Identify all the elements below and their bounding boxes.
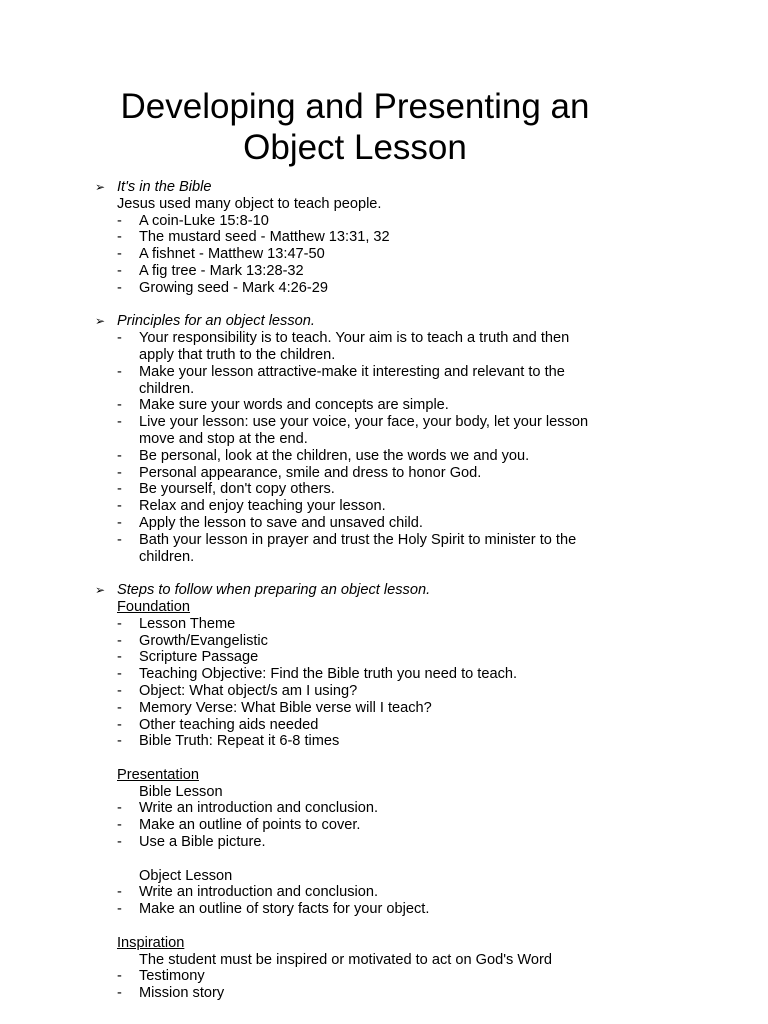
label-object-lesson: Object Lesson [139, 867, 233, 884]
dash-bullet: - [117, 498, 122, 515]
title-line-2: Object Lesson [243, 128, 467, 167]
dash-bullet: - [117, 447, 122, 464]
dash-bullet: - [117, 262, 122, 279]
subheading-inspiration: Inspiration [117, 934, 185, 951]
list-item-continuation: children. [139, 548, 195, 565]
list-item: - Memory Verse: What Bible verse will I teach? [117, 699, 432, 716]
list-item-continuation: apply that truth to the children. [139, 346, 336, 363]
list-item: - Write an introduction and conclusion. [117, 884, 379, 901]
dash-bullet: - [117, 397, 122, 414]
list-item: - Write an introduction and conclusion. [117, 800, 379, 817]
list-item: - Bible Truth: Repeat it 6-8 times [117, 733, 340, 750]
spacer [0, 750, 768, 767]
list-item: - Growing seed - Mark 4:26-29 [117, 279, 328, 296]
list-item-continuation: move and stop at the end. [139, 430, 308, 447]
spacer [0, 565, 768, 582]
dash-bullet: - [117, 716, 122, 733]
dash-bullet: - [117, 666, 122, 683]
spacer [0, 918, 768, 935]
list-item: - Personal appearance, smile and dress to honor God. [117, 464, 482, 481]
subheading-foundation: Foundation [117, 598, 191, 615]
section-heading-steps: ➢ Steps to follow when preparing an object lesson. [95, 582, 431, 599]
list-item: - Relax and enjoy teaching your lesson. [117, 498, 386, 515]
list-item: - Make an outline of story facts for your object. [117, 901, 430, 918]
list-item: - Make an outline of points to cover. [117, 817, 361, 834]
section-heading-principles: ➢ Principles for an object lesson. [95, 313, 315, 330]
dash-bullet: - [117, 632, 122, 649]
label-bible-lesson: Bible Lesson [139, 783, 223, 800]
list-item: - Be personal, look at the children, use the words we and you. [117, 447, 530, 464]
list-item: - Scripture Passage [117, 649, 259, 666]
list-item: - Object: What object/s am I using? [117, 682, 358, 699]
arrow-bullet-icon: ➢ [95, 180, 106, 194]
dash-bullet: - [117, 817, 122, 834]
bible-intro: Jesus used many object to teach people. [117, 195, 382, 212]
dash-bullet: - [117, 464, 122, 481]
dash-bullet: - [117, 649, 122, 666]
list-item: - Other teaching aids needed [117, 716, 319, 733]
dash-bullet: - [117, 514, 122, 531]
arrow-bullet-icon: ➢ [95, 314, 106, 329]
list-item: - Growth/Evangelistic [117, 632, 268, 649]
dash-bullet: - [117, 330, 122, 347]
dash-bullet: - [117, 229, 122, 246]
dash-bullet: - [117, 968, 122, 985]
list-item: - Make sure your words and concepts are simple. [117, 397, 449, 414]
list-item: - Be yourself, don't copy others. [117, 481, 335, 498]
list-item: - Use a Bible picture. [117, 834, 266, 851]
list-item: - A coin-Luke 15:8-10 [117, 212, 269, 229]
list-item: - Testimony [117, 968, 205, 985]
list-item: - A fishnet - Matthew 13:47-50 [117, 246, 325, 263]
list-item: - Your responsibility is to teach. Your aim is to teach a truth and then [117, 330, 570, 347]
dash-bullet: - [117, 985, 122, 1002]
list-item: - The mustard seed - Matthew 13:31, 32 [117, 229, 390, 246]
spacer [0, 851, 768, 868]
list-item: - Lesson Theme [117, 615, 236, 632]
dash-bullet: - [117, 414, 122, 431]
list-item: - Apply the lesson to save and unsaved child. [117, 514, 423, 531]
dash-bullet: - [117, 212, 122, 229]
dash-bullet: - [117, 682, 122, 699]
list-item: - Bath your lesson in prayer and trust the Holy Spirit to minister to the [117, 531, 577, 548]
dash-bullet: - [117, 246, 122, 263]
dash-bullet: - [117, 279, 122, 296]
list-item: - Teaching Objective: Find the Bible truth you need to teach. [117, 666, 518, 683]
spacer [0, 297, 768, 314]
list-item: - Make your lesson attractive-make it interesting and relevant to the [117, 363, 565, 380]
dash-bullet: - [117, 481, 122, 498]
dash-bullet: - [117, 699, 122, 716]
title-line-1: Developing and Presenting an [120, 87, 590, 126]
dash-bullet: - [117, 531, 122, 548]
dash-bullet: - [117, 615, 122, 632]
list-item: - Live your lesson: use your voice, your face, your body, let your lesson [117, 414, 589, 431]
dash-bullet: - [117, 834, 122, 851]
document-body [0, 179, 768, 1002]
subheading-presentation: Presentation [117, 766, 199, 783]
dash-bullet: - [117, 901, 122, 918]
arrow-bullet-icon: ➢ [95, 583, 106, 598]
inspiration-intro: The student must be inspired or motivated to act on God's Word [139, 951, 552, 968]
section-heading-bible: ➢ It's in the Bible [95, 179, 212, 195]
dash-bullet: - [117, 733, 122, 750]
dash-bullet: - [117, 884, 122, 901]
list-item: - A fig tree - Mark 13:28-32 [117, 262, 304, 279]
dash-bullet: - [117, 363, 122, 380]
page-title [0, 86, 710, 168]
list-item: - Mission story [117, 985, 225, 1002]
list-item-continuation: children. [139, 380, 195, 397]
dash-bullet: - [117, 800, 122, 817]
